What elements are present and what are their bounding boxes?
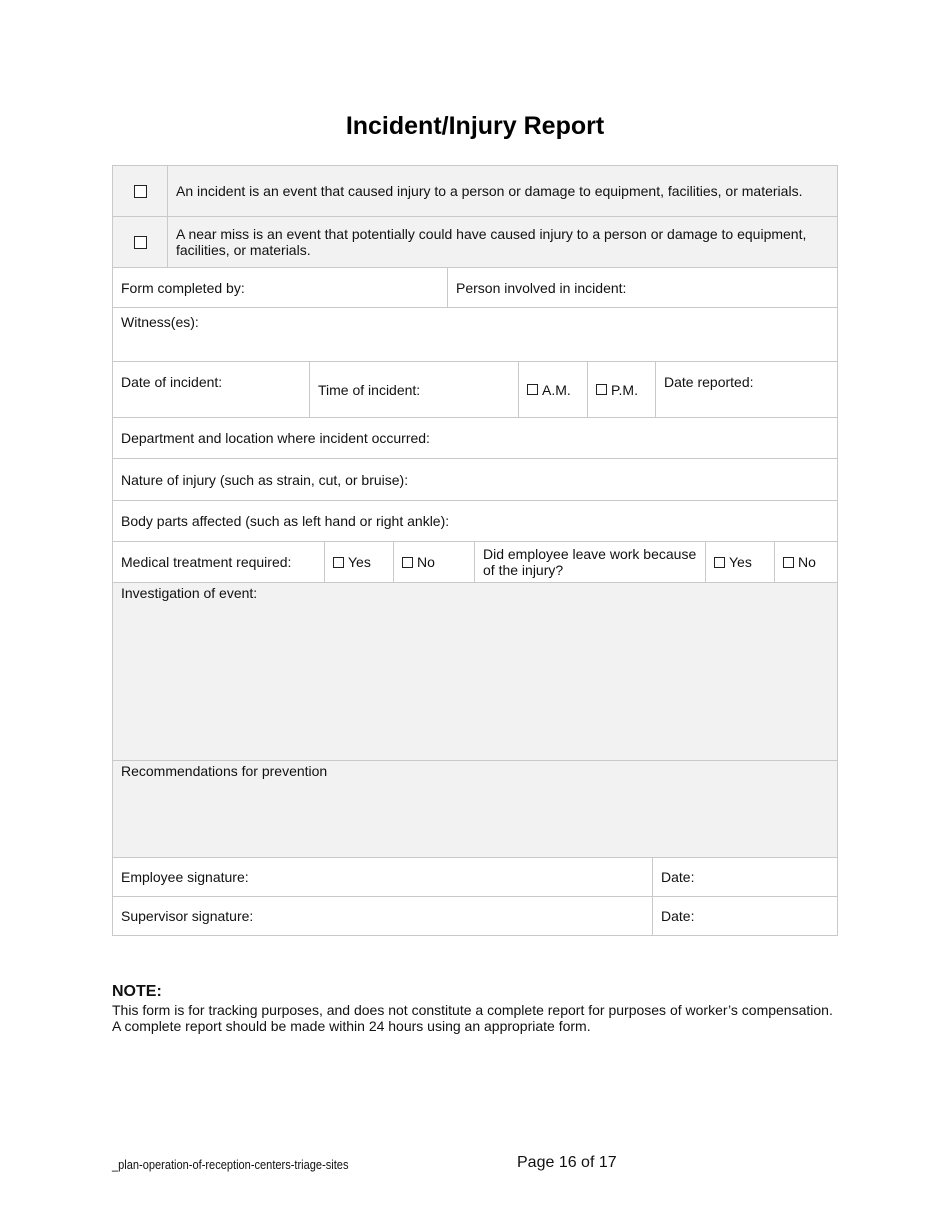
left-work-no-option[interactable] [774, 541, 838, 583]
left-work-yes-label: Yes [729, 554, 752, 570]
note-line-2: A complete report should be made within 24 hours using an appropriate form. [112, 1018, 591, 1034]
medical-yes-label: Yes [348, 554, 371, 570]
near-miss-line-1: A near miss is an event that potentially could have caused injury to a person or damage to equipment, [176, 226, 807, 242]
near-miss-line-2: facilities, or materials. [176, 242, 311, 258]
left-work-yes-checkbox[interactable] [714, 557, 725, 568]
incident-report-form [112, 165, 838, 936]
department-location-field[interactable]: Department and location where incident occurred: [112, 417, 838, 459]
date-of-incident-field[interactable]: Date of incident: [112, 361, 310, 418]
footer-document-name: _plan-operation-of-reception-centers-triage-sites [112, 1157, 349, 1172]
left-work-line-2: of the injury? [483, 562, 564, 578]
left-work-yes-option[interactable] [705, 541, 775, 583]
form-completed-by-field[interactable]: Form completed by: [112, 267, 448, 308]
medical-no-label: No [417, 554, 435, 570]
supervisor-signature-field[interactable]: Supervisor signature: [112, 896, 653, 936]
left-work-no-label: No [798, 554, 816, 570]
date-reported-field[interactable]: Date reported: [655, 361, 838, 418]
page-title: Incident/Injury Report [345, 112, 605, 140]
employee-signature-field[interactable]: Employee signature: [112, 857, 653, 897]
person-involved-field[interactable]: Person involved in incident: [447, 267, 838, 308]
nature-of-injury-field[interactable]: Nature of injury (such as strain, cut, or bruise): [112, 458, 838, 501]
near-miss-checkbox-cell [112, 216, 168, 268]
time-of-incident-field[interactable]: Time of incident: [309, 361, 519, 418]
left-work-line-1: Did employee leave work because [483, 546, 697, 562]
investigation-field[interactable]: Investigation of event: [112, 582, 838, 761]
pm-checkbox[interactable] [596, 384, 607, 395]
employee-date-field[interactable]: Date: [652, 857, 838, 897]
supervisor-date-field[interactable]: Date: [652, 896, 838, 936]
am-label: A.M. [542, 381, 571, 398]
left-work-no-checkbox[interactable] [783, 557, 794, 568]
body-parts-field[interactable]: Body parts affected (such as left hand or right ankle): [112, 500, 838, 542]
incident-definition: An incident is an event that caused injury to a person or damage to equipment, facilities, or materials. [167, 165, 838, 217]
medical-yes-option[interactable] [324, 541, 394, 583]
incident-checkbox[interactable] [134, 185, 147, 198]
witnesses-field[interactable]: Witness(es): [112, 307, 838, 362]
footer-page-number: Page 16 of 17 [517, 1154, 617, 1171]
pm-option[interactable] [587, 361, 656, 418]
near-miss-checkbox[interactable] [134, 236, 147, 249]
medical-no-checkbox[interactable] [402, 557, 413, 568]
medical-no-option[interactable] [393, 541, 475, 583]
note-heading: NOTE: [112, 983, 162, 1000]
medical-treatment-label: Medical treatment required: [112, 541, 325, 583]
pm-label: P.M. [611, 381, 638, 398]
note-line-1: This form is for tracking purposes, and does not constitute a complete report for purposes of worker’s compensation. [112, 1002, 833, 1018]
recommendations-field[interactable]: Recommendations for prevention [112, 760, 838, 858]
am-checkbox[interactable] [527, 384, 538, 395]
medical-yes-checkbox[interactable] [333, 557, 344, 568]
left-work-label [474, 541, 706, 583]
near-miss-definition [167, 216, 838, 268]
incident-checkbox-cell [112, 165, 168, 217]
am-option[interactable] [518, 361, 588, 418]
